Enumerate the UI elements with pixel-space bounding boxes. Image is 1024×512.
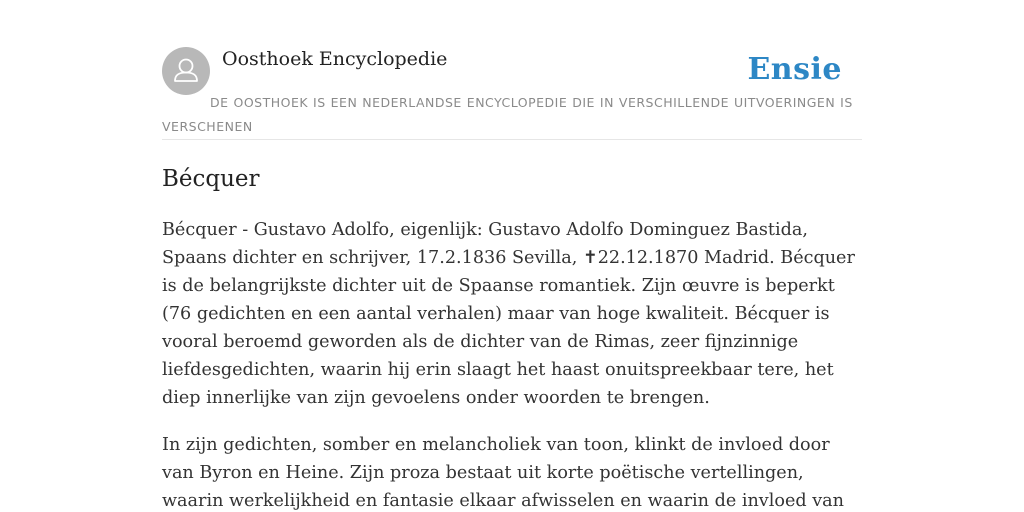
article-title: Bécquer [162, 166, 260, 192]
site-header [162, 47, 862, 140]
site-name-link[interactable]: Oosthoek Encyclopedie [222, 48, 448, 70]
article-paragraph-2: In zijn gedichten, somber en melancholiek van toon, klinkt de invloed door van Byron en Heine. Zijn proza bestaat uit korte poëtische vertellingen, waarin werkelijkheid en fantasie elkaar afwisselen en waarin de invloed van [162, 435, 844, 511]
site-tagline: DE OOSTHOEK IS EEN NEDERLANDSE ENCYCLOPEDIE DIE IN VERSCHILLENDE UITVOERINGEN IS VERSCHENEN [162, 95, 853, 134]
user-placeholder-icon[interactable] [162, 47, 210, 95]
article-body [162, 216, 864, 512]
ensie-logo[interactable]: Ensie [747, 52, 842, 87]
article-paragraph-1: Bécquer - Gustavo Adolfo, eigenlijk: Gustavo Adolfo Dominguez Bastida, Spaans dichter en schrijver, 17.2.1836 Sevilla, ✝22.12.1870 Madrid. Bécquer is de belangrijkste dichter uit de Spaanse romantiek. Zijn œuvre is beperkt (76 gedichten en een aantal verhalen) maar van hoge kwaliteit. Bécquer is vooral beroemd geworden als de dichter van de Rimas, zeer fijnzinnige liefdesgedichten, waarin hij erin slaagt het haast onuitspreekbaar tere, het diep innerlijke van zijn gevoelens onder woorden te brengen. [162, 220, 855, 408]
